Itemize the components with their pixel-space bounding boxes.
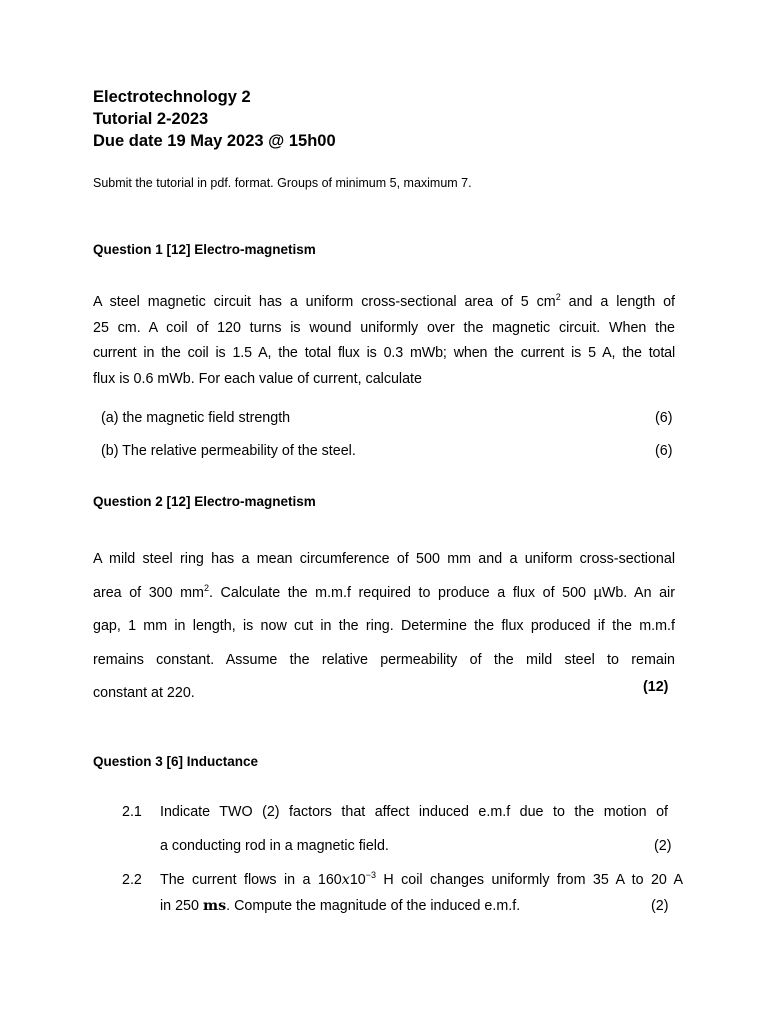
question-3-item-2-line-1: The current flows in a $160x10^{-3}$ H coil changes uniformly from 35 A to 20 A (160, 870, 684, 888)
question-2-line-5: constant at 220. (93, 685, 195, 701)
question-3-item-2-mark: (2) (651, 898, 669, 914)
due-date: Due date 19 May 2023 @ 15h00 (93, 132, 336, 150)
question-1-part-a-mark: (6) (655, 410, 673, 426)
question-1-part-a: (a) the magnetic field strength (101, 410, 291, 426)
question-3-heading: Question 3 [6] Inductance (93, 754, 259, 769)
question-1-line-1: A steel magnetic circuit has a uniform cross-sectional area of 5 $cm^2$ and a length of (93, 292, 675, 310)
question-1-line-2: 25 cm. A coil of 120 turns is wound uniformly over the magnetic circuit. When the (93, 319, 675, 336)
question-2-line-3: gap, 1 mm in length, is now cut in the ring. Determine the flux produced if the m.m.f (93, 618, 675, 634)
question-3-item-2-line-2: in 250 ms. Compute the magnitude of the induced e.m.f. (160, 898, 521, 914)
question-2-heading: Question 2 [12] Electro-magnetism (93, 494, 316, 509)
question-1-part-b-mark: (6) (655, 443, 673, 459)
question-3-item-1-number: 2.1 (122, 804, 142, 820)
question-1-line-4: flux is 0.6 mWb. For each value of current, calculate (93, 370, 422, 387)
question-3-item-1-line-2: a conducting rod in a magnetic field. (160, 838, 389, 854)
question-3-item-2-number: 2.2 (122, 872, 142, 888)
document-header (93, 86, 336, 152)
question-3-item-1-line-1: Indicate TWO (2) factors that affect induced e.m.f due to the motion of (160, 804, 668, 820)
question-1-line-3: current in the coil is 1.5 A, the total flux is 0.3 mWb; when the current is 5 A, the total (93, 345, 675, 361)
submission-note: Submit the tutorial in pdf. format. Groups of minimum 5, maximum 7. (93, 176, 472, 190)
course-title: Electrotechnology 2 (93, 88, 251, 106)
question-2-line-1: A mild steel ring has a mean circumference of 500 mm and a uniform cross-sectional (93, 551, 675, 567)
question-1-text (93, 290, 675, 392)
question-2-mark: (12) (643, 679, 669, 695)
question-2-line-4: remains constant. Assume the relative permeability of the mild steel to remain (93, 651, 675, 668)
question-1-heading: Question 1 [12] Electro-magnetism (93, 242, 316, 257)
question-1-part-b: (b) The relative permeability of the steel. (101, 443, 356, 459)
question-3-item-1-mark: (2) (654, 838, 672, 854)
question-2-text (93, 543, 675, 711)
tutorial-title: Tutorial 2-2023 (93, 110, 209, 128)
question-2-line-2: area of 300 $mm^2$. Calculate the m.m.f required to produce a flux of 500 µWb. An air (93, 582, 675, 601)
